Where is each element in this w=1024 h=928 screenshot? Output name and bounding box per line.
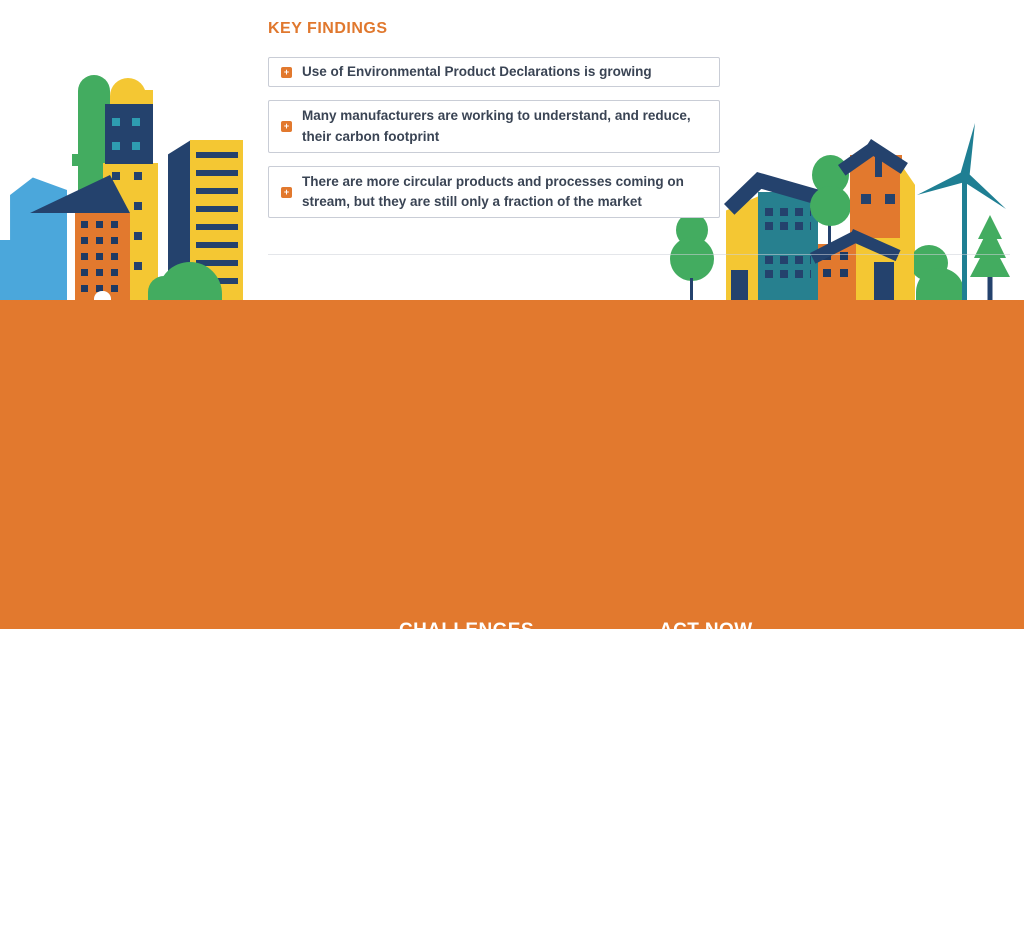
challenges-column bbox=[399, 620, 639, 928]
text-segment: Challenge of establishing take back schemes in Ireland (lack of recycling facilities, isolated island location). bbox=[411, 832, 603, 873]
plus-box-icon: + bbox=[281, 187, 292, 198]
windows bbox=[765, 208, 811, 232]
text-segment: to develop whole company carbon reduction plans. bbox=[671, 764, 852, 791]
list-item bbox=[399, 887, 639, 915]
text-segment: Cost & availability of electricity supply to decarbonise manufacturing. bbox=[411, 694, 627, 721]
pine-tree bbox=[970, 215, 1010, 300]
link[interactable]: IGBC's EPD Ireland programme bbox=[671, 667, 866, 694]
act-now-list bbox=[659, 652, 899, 847]
list-item bbox=[399, 735, 639, 763]
turbine-blade bbox=[960, 123, 975, 181]
text-segment: Use frameworks like the bbox=[671, 749, 802, 762]
plus-box-icon: + bbox=[281, 67, 292, 78]
link[interactable]: Science Based Targets Initiative bbox=[671, 749, 878, 777]
finding-box bbox=[268, 57, 720, 87]
turbine-blade bbox=[917, 172, 965, 195]
act-now-title: ACT NOW bbox=[659, 620, 753, 641]
door bbox=[874, 262, 894, 300]
text-segment: ). bbox=[772, 681, 780, 694]
turbine-pole bbox=[962, 177, 967, 301]
windows bbox=[112, 118, 142, 154]
bullet-dot: • bbox=[399, 888, 406, 901]
text-segment: Suppliers: Encourage your manufacturers to develop EPDs. bbox=[671, 708, 890, 735]
text-segment: and examine opportunities to incorporate circular or biobased products. bbox=[671, 805, 885, 846]
windows bbox=[765, 256, 811, 280]
text-segment: Manufacturers: Develop EPDs for your products (such as via the bbox=[671, 653, 872, 680]
finding-text: Use of Environmental Product Declarations is growing bbox=[302, 63, 652, 79]
text-segment: Read the IGBC's bbox=[671, 805, 759, 818]
bullet-dot: • bbox=[399, 832, 406, 845]
dome-roof bbox=[110, 78, 146, 106]
bullet-dot: • bbox=[659, 653, 666, 665]
link[interactable]: circularity roadmap bbox=[758, 805, 861, 818]
round-tree bbox=[670, 237, 714, 281]
bullet-dot: • bbox=[659, 749, 666, 762]
text-segment: Lower carbon materials & processes may cost more initially; lack of financial support for decarbonisation. bbox=[411, 777, 638, 818]
bush bbox=[148, 276, 180, 300]
bullet-dot: • bbox=[399, 694, 406, 707]
list-item bbox=[399, 776, 639, 819]
finding-text: There are more circular products and processes coming on stream, but they are still only a fraction of the market bbox=[302, 173, 684, 209]
bullet-dot: • bbox=[399, 777, 406, 790]
arch-door bbox=[94, 291, 111, 300]
door bbox=[731, 270, 748, 300]
text-segment: Public procurement not valuing more sustainable products. bbox=[411, 735, 606, 762]
plus-box-icon: + bbox=[281, 121, 292, 132]
window bbox=[885, 194, 895, 204]
finding-text: Many manufacturers are working to understand, and reduce, their carbon footprint bbox=[302, 108, 691, 144]
challenges-list bbox=[399, 652, 639, 915]
bullet-dot: • bbox=[399, 735, 406, 748]
orange-footer-section bbox=[0, 300, 1024, 915]
tree-trunk bbox=[988, 275, 993, 300]
key-findings-title: KEY FINDINGS bbox=[268, 20, 388, 37]
list-item bbox=[399, 652, 639, 680]
round-tree bbox=[810, 186, 851, 226]
horizontal-divider bbox=[268, 254, 1010, 255]
bullet-dot: • bbox=[659, 805, 666, 818]
bullet-dot: • bbox=[659, 708, 666, 721]
list-item bbox=[399, 832, 639, 875]
text-segment: Variability of data sources used for EPDS – lack of consistency. bbox=[411, 888, 634, 915]
finding-box bbox=[268, 166, 720, 218]
bullet-dot: • bbox=[399, 653, 406, 665]
attic-window bbox=[875, 151, 882, 177]
act-now-column bbox=[659, 620, 899, 860]
windows bbox=[81, 221, 125, 293]
blue-building bbox=[0, 175, 67, 300]
challenges-title: CHALLENGES bbox=[399, 620, 534, 641]
list-item bbox=[659, 804, 899, 847]
text-segment: Cost & speed of certification for innovative low carbon products (eg NSAI Agrément). bbox=[411, 653, 637, 680]
turbine-hub bbox=[960, 172, 970, 182]
list-item bbox=[659, 749, 899, 792]
list-item bbox=[659, 652, 899, 695]
list-item bbox=[399, 693, 639, 721]
window bbox=[861, 194, 871, 204]
list-item bbox=[659, 708, 899, 736]
tree-trunk bbox=[690, 278, 693, 300]
finding-box bbox=[268, 100, 720, 153]
